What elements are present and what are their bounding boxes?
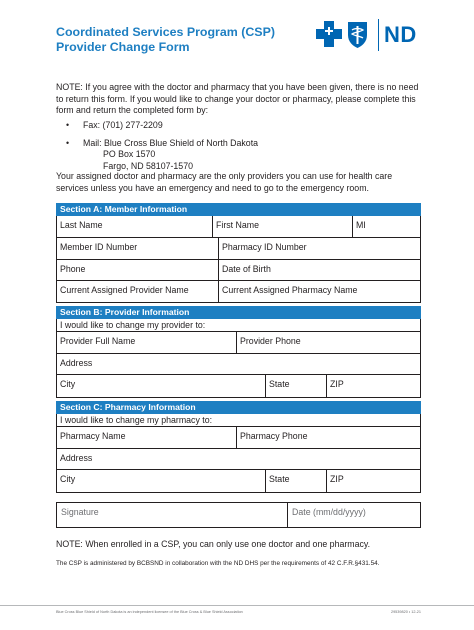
provider-phone-field[interactable]: Provider Phone [236,332,422,353]
logo-state-text: ND [384,22,417,47]
enrollment-note: NOTE: When enrolled in a CSP, you can only use one doctor and one pharmacy. [56,539,371,549]
provider-zip-field[interactable]: ZIP [326,375,422,397]
current-assigned-row [56,281,421,303]
assigned-note: Your assigned doctor and pharmacy are the only providers you can use for health care services unless you have an emergency and need to go to the emergency room. [56,171,393,193]
mail-line-1: Mail: Blue Cross Blue Shield of North Dakota [83,137,259,148]
blue-shield-icon [348,22,367,48]
provider-state-field[interactable]: State [265,375,326,397]
section-a-header: Section A: Member Information [56,203,421,216]
provider-name-row [56,332,421,354]
pharmacy-state-field[interactable]: State [265,470,326,492]
intro-note: NOTE: If you agree with the doctor and pharmacy that you have been given, there is no need to return this form. If you would like to change your doctor or pharmacy, please complete this form and return the completed form by: [56,82,419,115]
current-pharmacy-field[interactable]: Current Assigned Pharmacy Name [218,281,422,302]
phone-field[interactable]: Phone [60,264,86,274]
member-id-row [56,238,421,260]
pharmacy-change-label: I would like to change my pharmacy to: [60,415,213,425]
signature-field[interactable]: Signature [61,507,99,517]
title-line-2: Provider Change Form [56,40,190,54]
pharmacy-zip-field[interactable]: ZIP [326,470,422,492]
fax-item: • Fax: (701) 277-2209 [66,120,258,132]
pharmacy-city-field[interactable]: City [60,474,76,484]
mi-field[interactable]: MI [352,216,422,237]
signature-box [56,502,421,528]
mail-line-2: PO Box 1570 [103,149,156,159]
member-id-field[interactable]: Member ID Number [60,242,138,252]
return-methods-list [66,120,258,178]
date-field[interactable]: Date (mm/dd/yyyy) [287,503,422,527]
provider-change-label: I would like to change my provider to: [60,320,206,330]
first-name-field[interactable]: First Name [212,216,352,237]
footer-legal: Blue Cross Blue Shield of North Dakota is an independent licensee of the Blue Cross & Blue Shield Association [56,610,243,614]
provider-city-field[interactable]: City [60,379,76,389]
pharmacy-id-field[interactable]: Pharmacy ID Number [218,238,422,259]
provider-city-row [56,375,421,398]
pharmacy-name-field[interactable]: Pharmacy Name [60,431,126,441]
footer-code: 29539820 • 12-21 [390,610,421,614]
current-provider-field[interactable]: Current Assigned Provider Name [60,285,189,295]
pharmacy-name-row [56,427,421,449]
administered-note: The CSP is administered by BCBSND in collaboration with the ND DHS per the requirements of 42 C.F.R.§431.54. [56,560,380,567]
pharmacy-phone-field[interactable]: Pharmacy Phone [236,427,422,448]
provider-address-field[interactable]: Address [60,358,93,368]
blue-cross-icon [316,21,342,47]
title-line-1: Coordinated Services Program (CSP) [56,25,275,39]
provider-full-name-field[interactable]: Provider Full Name [60,336,136,346]
page-title [56,25,275,55]
logo-divider [378,19,379,51]
mail-line-3: Fargo, ND 58107-1570 [103,160,193,171]
member-name-row [56,216,421,238]
mail-item [66,138,258,173]
footer-divider [0,605,474,606]
phone-dob-row [56,260,421,281]
section-c-header: Section C: Pharmacy Information [56,401,421,414]
last-name-field[interactable]: Last Name [60,220,103,230]
pharmacy-address-field[interactable]: Address [60,453,93,463]
provider-change-row [56,319,421,332]
pharmacy-address-row [56,449,421,470]
provider-address-row [56,354,421,375]
pharmacy-change-row [56,414,421,427]
section-b-header: Section B: Provider Information [56,306,421,319]
dob-field[interactable]: Date of Birth [218,260,422,280]
pharmacy-city-row [56,470,421,493]
